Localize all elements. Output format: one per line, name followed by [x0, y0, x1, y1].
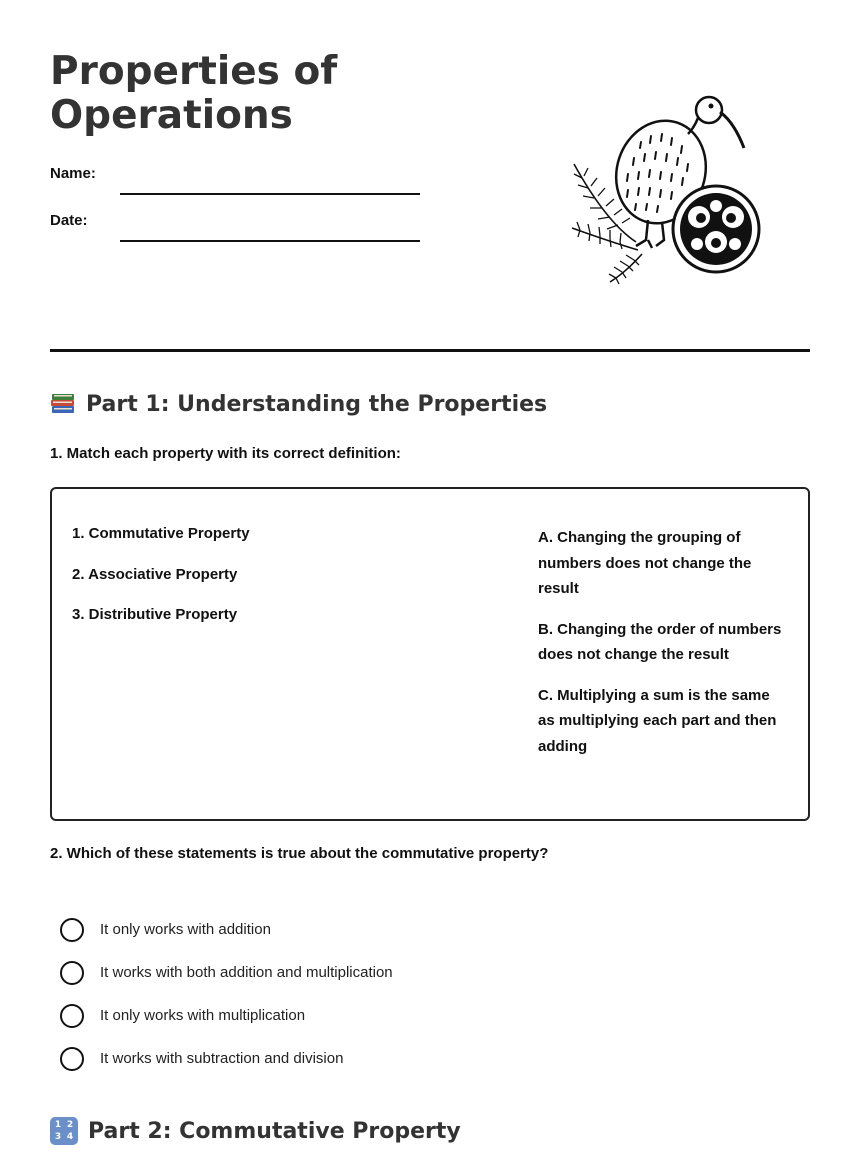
kiwi-bird-fern-icon: [566, 92, 766, 288]
part1-heading-text: Part 1: Understanding the Properties: [86, 391, 548, 417]
question-1-prompt: 1. Match each property with its correct definition:: [50, 445, 401, 462]
properties-list: [72, 525, 250, 647]
numbers-icon-glyph: 3: [54, 1132, 62, 1142]
radio-button[interactable]: [60, 1047, 84, 1071]
definitions-list: [538, 525, 788, 774]
option-label: It works with both addition and multiplication: [100, 964, 393, 981]
radio-button[interactable]: [60, 918, 84, 942]
part2-heading: [50, 1116, 461, 1146]
part1-heading: [50, 389, 547, 419]
radio-button[interactable]: [60, 1004, 84, 1028]
definition-item: A. Changing the grouping of numbers does not change the result: [538, 529, 752, 597]
property-item: 3. Distributive Property: [72, 606, 238, 623]
option-label: It works with subtraction and division: [100, 1050, 344, 1067]
option-item[interactable]: [60, 951, 393, 994]
option-item[interactable]: [60, 1037, 393, 1080]
question-2-prompt: 2. Which of these statements is true about the commutative property?: [50, 845, 549, 862]
definition-item: C. Multiplying a sum is the same as multiplying each part and then adding: [538, 686, 777, 755]
option-label: It only works with addition: [100, 921, 271, 938]
property-item: 2. Associative Property: [72, 565, 238, 583]
numbers-icon-glyph: 2: [66, 1120, 74, 1130]
option-label: It only works with multiplication: [100, 1007, 306, 1024]
section-divider: [50, 349, 810, 352]
books-icon: [50, 392, 76, 416]
option-item[interactable]: [60, 994, 393, 1037]
input-numbers-icon: [50, 1117, 78, 1145]
date-line[interactable]: [120, 240, 420, 242]
worksheet-title: Properties of Operations: [50, 49, 338, 138]
name-field[interactable]: [50, 165, 420, 195]
date-label: Date:: [50, 212, 88, 229]
numbers-icon-glyph: 4: [66, 1132, 74, 1142]
option-item[interactable]: [60, 908, 393, 951]
property-item: 1. Commutative Property: [72, 525, 250, 542]
part2-heading-text: Part 2: Commutative Property: [88, 1118, 461, 1144]
name-line[interactable]: [120, 193, 420, 195]
definition-item: B. Changing the order of numbers does not change the result: [538, 620, 782, 663]
radio-button[interactable]: [60, 961, 84, 985]
question-2-options: [60, 908, 393, 1080]
matching-box: [50, 487, 810, 821]
numbers-icon-glyph: 1: [54, 1120, 62, 1130]
name-label: Name:: [50, 165, 96, 182]
date-field[interactable]: [50, 212, 420, 242]
